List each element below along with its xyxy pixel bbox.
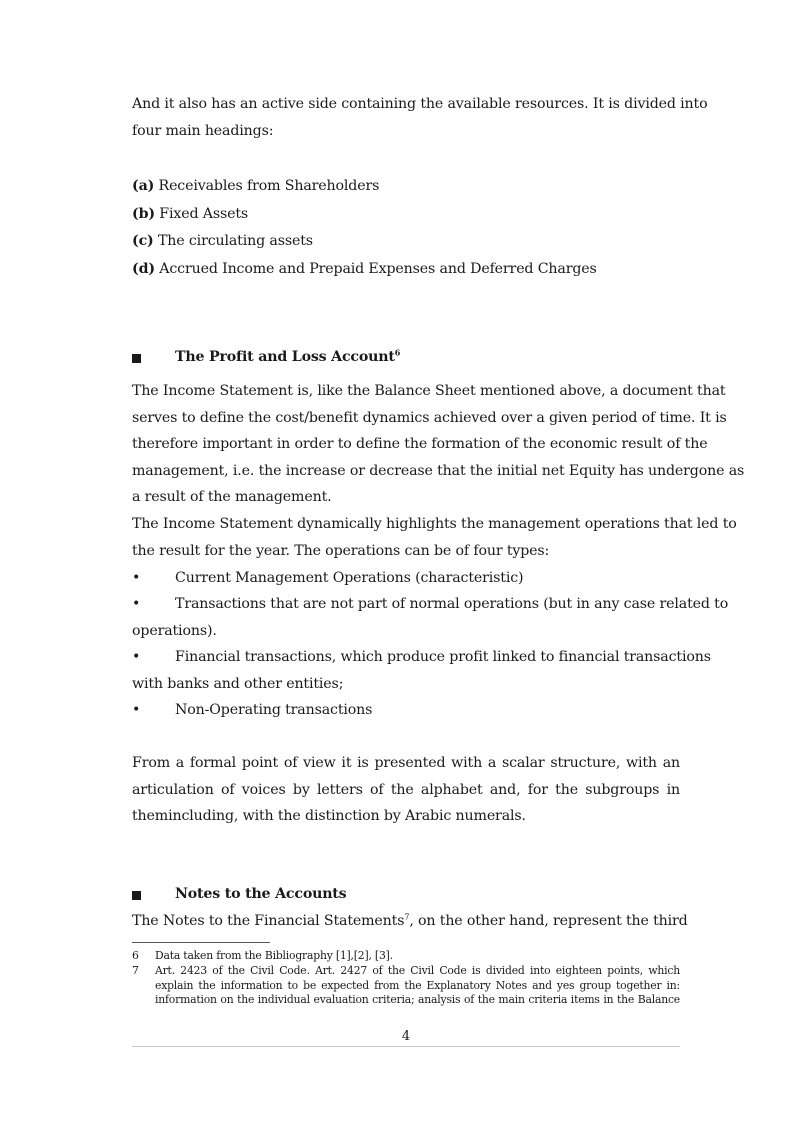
bullet-icon: • [132,570,141,586]
section-heading-notes [132,886,680,906]
footnote-ref: 7 [404,912,410,922]
footer-rule [132,1046,680,1047]
bullet-icon: • [132,596,141,612]
footnote-6: 6 Data taken from the Bibliography [1],[2], [3]. [132,949,393,962]
pl-paragraph-1: The Income Statement is, like the Balance Sheet mentioned above, a document that serves to define the cost/benefit dynamics achieved over a given period of time. It is therefore important in order to define the formation of the economic result of the management, i.e. the increase or decrease that the initial net Equity has undergone as a result of the management. [132,383,745,506]
list-item-b: (b) Fixed Assets [132,206,249,222]
list-item-d: (d) Accrued Income and Prepaid Expenses and Deferred Charges [132,261,597,277]
list-item-c: (c) The circulating assets [132,233,313,249]
section-title: The Profit and Loss Account [175,349,395,365]
intro-line: four main headings: [132,122,274,139]
bullet-item: • Financial transactions, which produce profit linked to financial transactions with banks and other entities; [132,644,680,697]
pl-paragraph-3: From a formal point of view it is presented with a scalar structure, with an articulation of voices by letters of the alphabet and, for the subgroups in themincluding, with the distinction by Arabic numerals. [132,755,680,825]
intro-line: And it also has an active side containing the available resources. It is divided into [132,96,708,112]
section-title: Notes to the Accounts [175,886,347,902]
page-number: 4 [401,1029,411,1044]
bullet-item: • Transactions that are not part of normal operations (but in any case related to operations). [132,591,680,644]
bullet-icon: • [132,702,141,718]
notes-paragraph: The Notes to the Financial Statements$^7$, on the other hand, represent the third [132,912,688,929]
footnote-number: 6 [132,949,139,962]
pl-paragraph-2: The Income Statement dynamically highlights the management operations that led to the result for the year. The operations can be of four types: [132,516,737,559]
footnote-ref: 6 [394,347,401,358]
intro-paragraph [132,91,708,144]
footnote-separator [132,942,270,943]
square-bullet-icon [132,891,141,900]
list-item-a: (a) Receivables from Shareholders [132,178,380,194]
footnote-7: 7 Art. 2423 of the Civil Code. Art. 2427 of the Civil Code is divided into eighteen points, which explain the information to be expected from the Explanatory Notes and yes group together in: information on the individual evaluation criteria; analysis of the main criteria items in the Balance [132,964,680,1007]
square-bullet-icon [132,354,141,363]
bullet-icon: • [132,649,141,665]
footnote-number: 7 [132,964,139,977]
section-heading-profit-loss [132,349,680,369]
